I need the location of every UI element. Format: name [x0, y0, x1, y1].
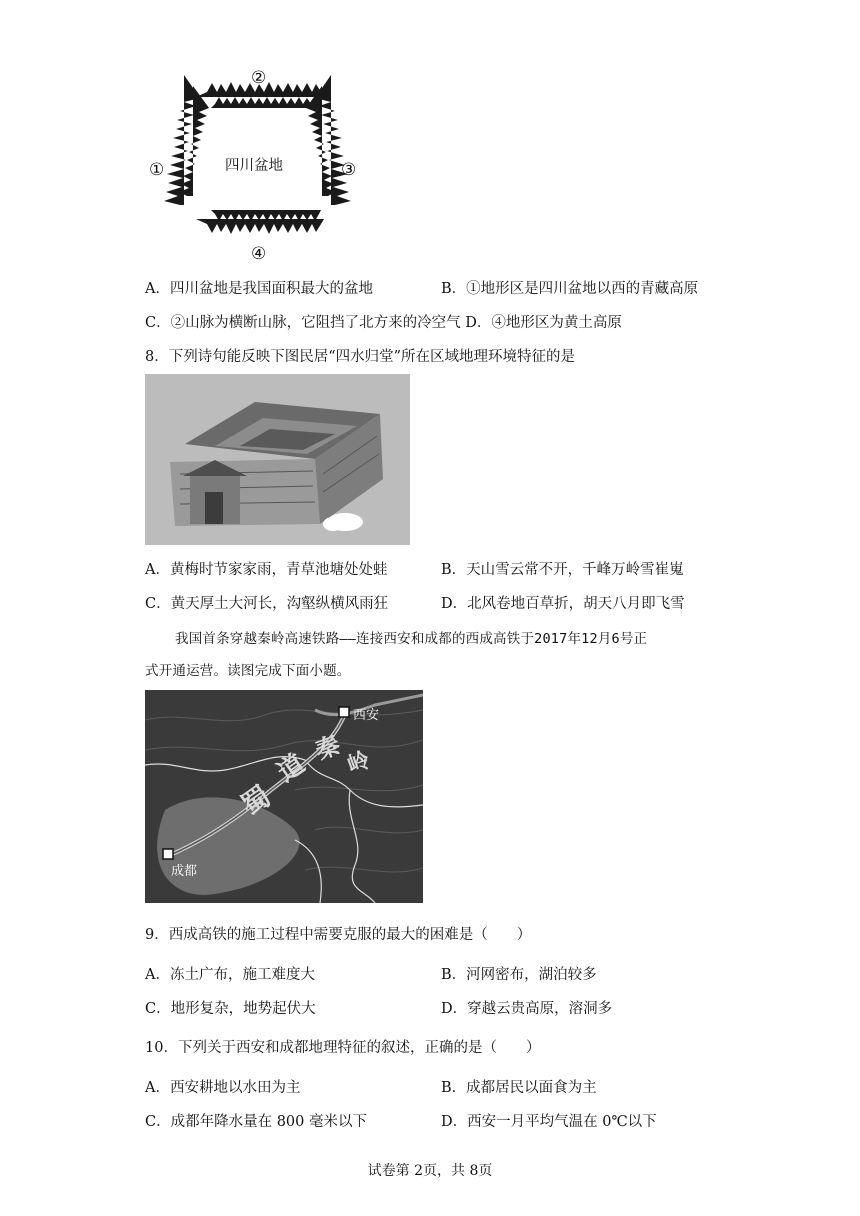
marker-left: ① [149, 160, 165, 180]
basin-label: 四川盆地 [225, 158, 283, 174]
passage-line-2: 式开通运营。读图完成下面小题。 [145, 663, 351, 679]
q10-option-b: B．成都居民以面食为主 [441, 1080, 597, 1096]
q9-option-b: B．河网密布，湖泊较多 [441, 967, 597, 983]
q8-option-a: A．黄梅时节家家雨，青草池塘处处蛙 [145, 562, 388, 578]
q10-stem: 10．下列关于西安和成都地理特征的叙述，正确的是（ ） [145, 1040, 541, 1056]
q9-option-c: C．地形复杂，地势起伏大 [145, 1001, 316, 1017]
q8-option-b: B．天山雪云常不开，千峰万岭雪崔嵬 [441, 562, 684, 578]
q8-option-d: D．北风卷地百草折，胡天八月即飞雪 [441, 596, 685, 612]
q7-option-c: C．②山脉为横断山脉，它阻挡了北方来的冷空气 [145, 315, 461, 331]
q7-option-c-d [145, 311, 622, 332]
q7-option-a: A．四川盆地是我国面积最大的盆地 [145, 281, 373, 297]
q10-option-c: C．成都年降水量在 800 毫米以下 [145, 1114, 367, 1130]
map-label-qin: 秦 [311, 730, 344, 766]
city-chengdu-label: 成都 [171, 864, 198, 879]
q8-stem: 8．下列诗句能反映下图民居“四水归堂”所在区域地理环境特征的是 [145, 349, 576, 365]
marker-bottom: ④ [251, 244, 267, 264]
page-footer: 试卷第 2页，共 8页 [367, 1163, 493, 1179]
q7-option-b: B．①地形区是四川盆地以西的青藏高原 [441, 281, 699, 297]
q7-option-d: D．④地形区为黄土高原 [465, 315, 622, 331]
q10-option-d: D．西安一月平均气温在 0℃以下 [441, 1114, 657, 1130]
q10-option-a: A．西安耕地以水田为主 [145, 1080, 301, 1096]
q8-option-c: C．黄天厚土大河长，沟壑纵横风雨狂 [145, 596, 389, 612]
map-label-shu: 蜀 [234, 779, 277, 823]
siheyuan-house-photo [145, 374, 410, 545]
sichuan-basin-diagram [145, 68, 375, 268]
marker-top: ② [251, 68, 267, 88]
city-xian-label: 西安 [353, 708, 380, 723]
passage-line-1: 我国首条穿越秦岭高速铁路——连接西安和成都的西成高铁于2017年12月6号正 [175, 631, 648, 647]
map-label-ling: 岭 [344, 747, 374, 779]
marker-right: ③ [341, 160, 357, 180]
q9-option-a: A．冻土广布，施工难度大 [145, 967, 315, 983]
xian-chengdu-rail-map [145, 690, 423, 903]
q9-option-d: D．穿越云贵高原，溶洞多 [441, 1001, 613, 1017]
q9-stem: 9．西成高铁的施工过程中需要克服的最大的困难是（ ） [145, 927, 532, 943]
house-illustration [145, 374, 410, 545]
map-label-dao: 道 [272, 748, 311, 789]
